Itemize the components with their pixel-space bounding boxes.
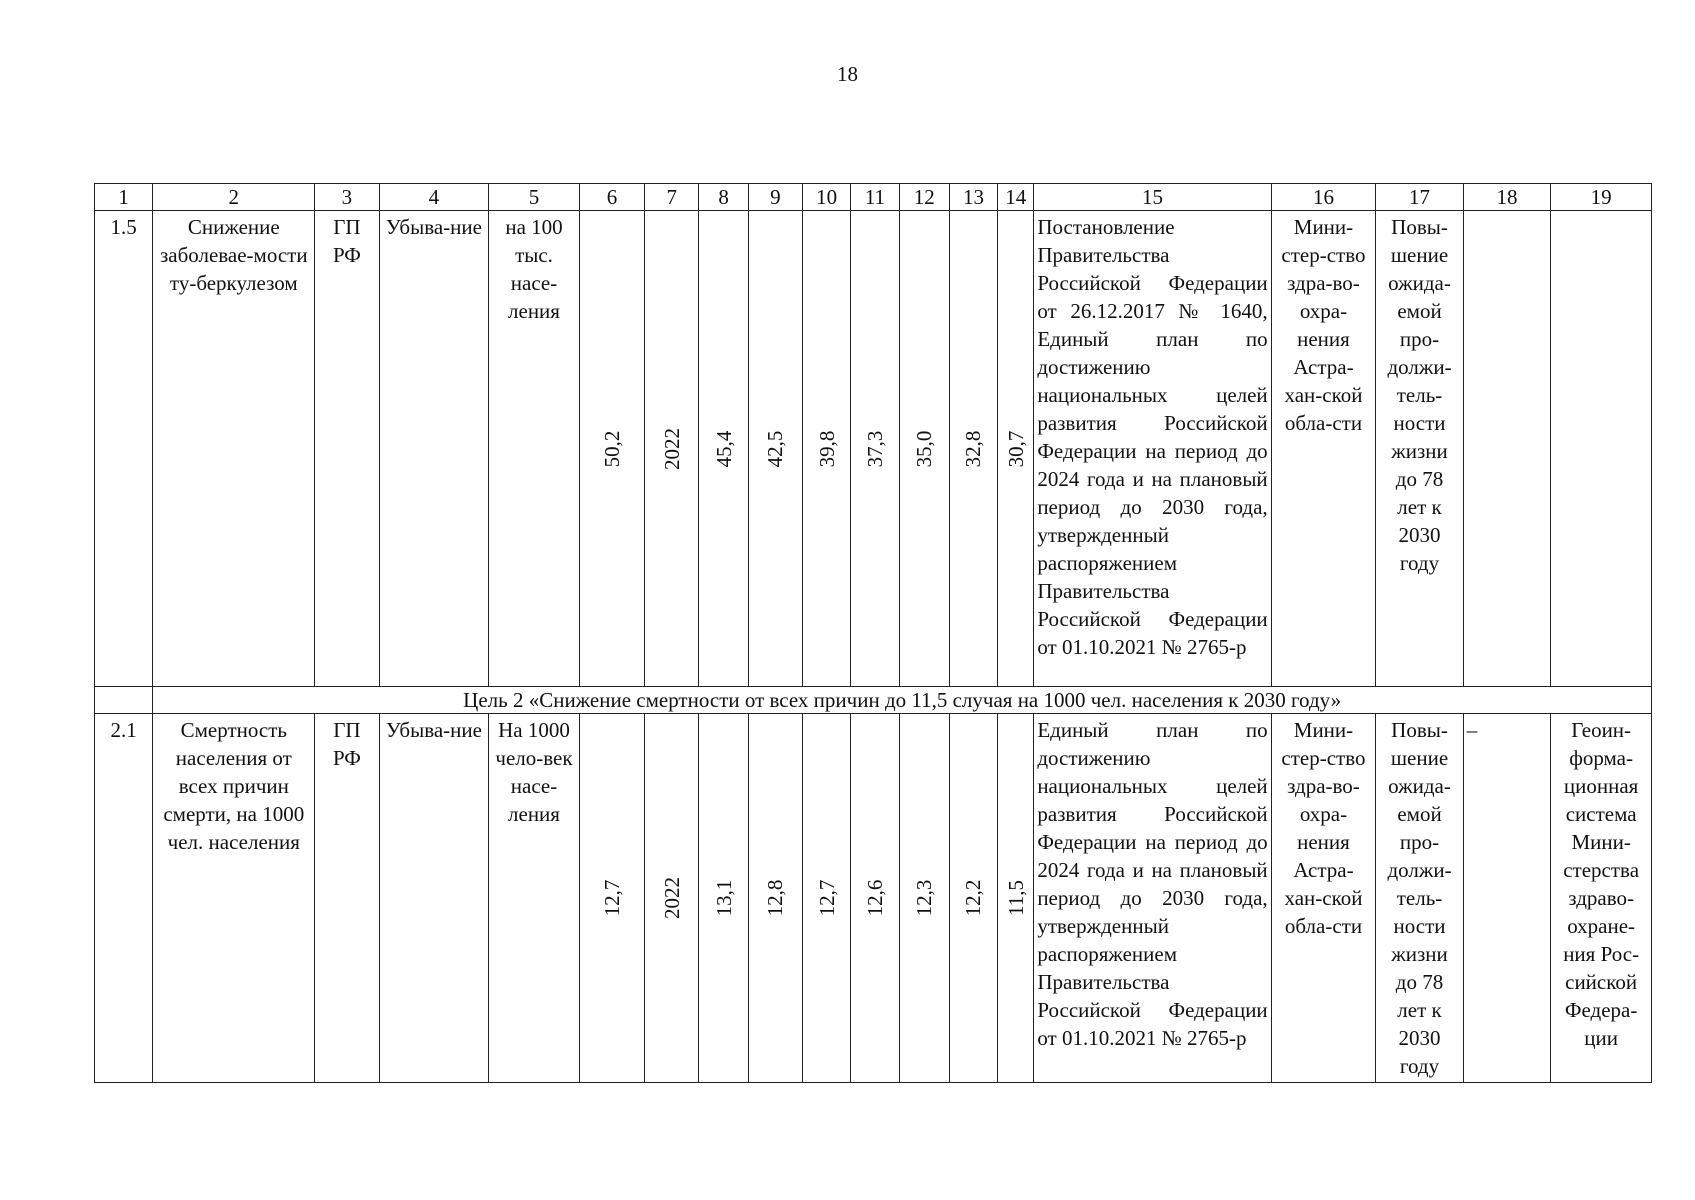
base-value-cell (579, 211, 644, 687)
value-col-9: 12,8 (763, 879, 788, 917)
value-col-11: 12,6 (862, 879, 887, 917)
value-cell (949, 714, 997, 1083)
goal-title: Цель 2 «Снижение смертности от всех причин до 11,5 случая на 1000 чел. населения к 2030 году» (153, 687, 1652, 714)
information-system: Геоин-форма-ционная система Мини-стерства здраво-охране-ния Рос-сийской Федера-ции (1551, 714, 1652, 1083)
header-cell: 11 (851, 184, 899, 211)
value-col-14: 11,5 (1003, 880, 1028, 916)
value-col-13: 32,8 (961, 430, 986, 467)
header-cell: 6 (579, 184, 644, 211)
legal-document: Единый план по достижению национальных целей развития Российской Федерации на период до 2024 года и на плановый период до 2030 года, утвержденный распоряжением Правительства Российской Федерации от 01.10.2021 № 2765-р (1034, 714, 1271, 1083)
value-col-11: 37,3 (862, 430, 887, 467)
base-year: 2022 (659, 877, 684, 919)
linked-indicator: Повы-шение ожида-емой про-должи-тель-ности жизни до 78 лет к 2030 году (1376, 714, 1464, 1083)
col-18 (1463, 211, 1551, 687)
indicator-direction: Убыва-ние (379, 714, 489, 1083)
value-col-8: 13,1 (711, 879, 736, 917)
value-cell (748, 714, 802, 1083)
value-cell (803, 714, 851, 1083)
header-cell: 7 (645, 184, 699, 211)
header-cell: 15 (1034, 184, 1271, 211)
value-cell (699, 211, 748, 687)
value-col-10: 12,7 (814, 879, 839, 917)
value-cell (949, 211, 997, 687)
value-col-9: 42,5 (763, 430, 788, 467)
indicators-table (94, 183, 1652, 1083)
indicator-direction: Убыва-ние (379, 211, 489, 687)
header-cell: 17 (1376, 184, 1464, 211)
header-cell: 19 (1551, 184, 1652, 211)
row-number: 2.1 (95, 714, 153, 1083)
row-number: 1.5 (95, 211, 153, 687)
header-cell: 8 (699, 184, 748, 211)
goal-empty-cell (95, 687, 153, 714)
value-cell (899, 714, 949, 1083)
base-value-cell (579, 714, 644, 1083)
value-cell (851, 714, 899, 1083)
header-cell: 4 (379, 184, 489, 211)
value-col-10: 39,8 (814, 430, 839, 467)
value-cell (803, 211, 851, 687)
value-col-8: 45,4 (711, 430, 736, 467)
header-cell: 13 (949, 184, 997, 211)
value-cell (851, 211, 899, 687)
indicator-source: ГП РФ (315, 211, 379, 687)
linked-indicator: Повы-шение ожида-емой про-должи-тель-ности жизни до 78 лет к 2030 году (1376, 211, 1464, 687)
header-cell: 18 (1463, 184, 1551, 211)
responsible-agency: Мини-стер-ство здра-во-охра-нения Астра-хан-ской обла-сти (1271, 211, 1376, 687)
value-col-12: 35,0 (912, 430, 937, 467)
responsible-agency: Мини-стер-ство здра-во-охра-нения Астра-хан-ской обла-сти (1271, 714, 1376, 1083)
table-row-2-1 (95, 714, 1652, 1083)
base-year-cell (645, 714, 699, 1083)
value-col-13: 12,2 (961, 879, 986, 917)
value-col-14: 30,7 (1003, 430, 1028, 467)
header-cell: 2 (153, 184, 315, 211)
header-row (95, 184, 1652, 211)
col-18: – (1463, 714, 1551, 1083)
header-cell: 9 (748, 184, 802, 211)
indicator-name: Смертность населения от всех причин смерти, на 1000 чел. населения (153, 714, 315, 1083)
base-value: 50,2 (599, 430, 624, 467)
col-19 (1551, 211, 1652, 687)
value-cell (998, 714, 1034, 1083)
value-cell (699, 714, 748, 1083)
indicator-source: ГП РФ (315, 714, 379, 1083)
header-cell: 5 (489, 184, 580, 211)
base-year: 2022 (659, 427, 684, 470)
value-cell (899, 211, 949, 687)
table-row-1-5 (95, 211, 1652, 687)
value-cell (998, 211, 1034, 687)
value-cell (748, 211, 802, 687)
header-cell: 16 (1271, 184, 1376, 211)
indicator-name: Снижение заболевае-мости ту-беркулезом (153, 211, 315, 687)
base-value: 12,7 (599, 879, 624, 917)
indicator-unit: На 1000 чело-век насе-ления (489, 714, 580, 1083)
value-col-12: 12,3 (912, 879, 937, 917)
header-cell: 10 (803, 184, 851, 211)
header-cell: 1 (95, 184, 153, 211)
legal-document: Постановление Правительства Российской Федерации от 26.12.2017 № 1640, Единый план по достижению национальных целей развития Российской Федерации на период до 2024 года и на плановый период до 2030 года, утвержденный распоряжением Правительства Российской Федерации от 01.10.2021 № 2765-р (1034, 211, 1271, 687)
goal-row (95, 687, 1652, 714)
header-cell: 14 (998, 184, 1034, 211)
page-number: 18 (837, 62, 858, 86)
base-year-cell (645, 211, 699, 687)
header-cell: 3 (315, 184, 379, 211)
header-cell: 12 (899, 184, 949, 211)
indicator-unit: на 100 тыс. насе-ления (489, 211, 580, 687)
